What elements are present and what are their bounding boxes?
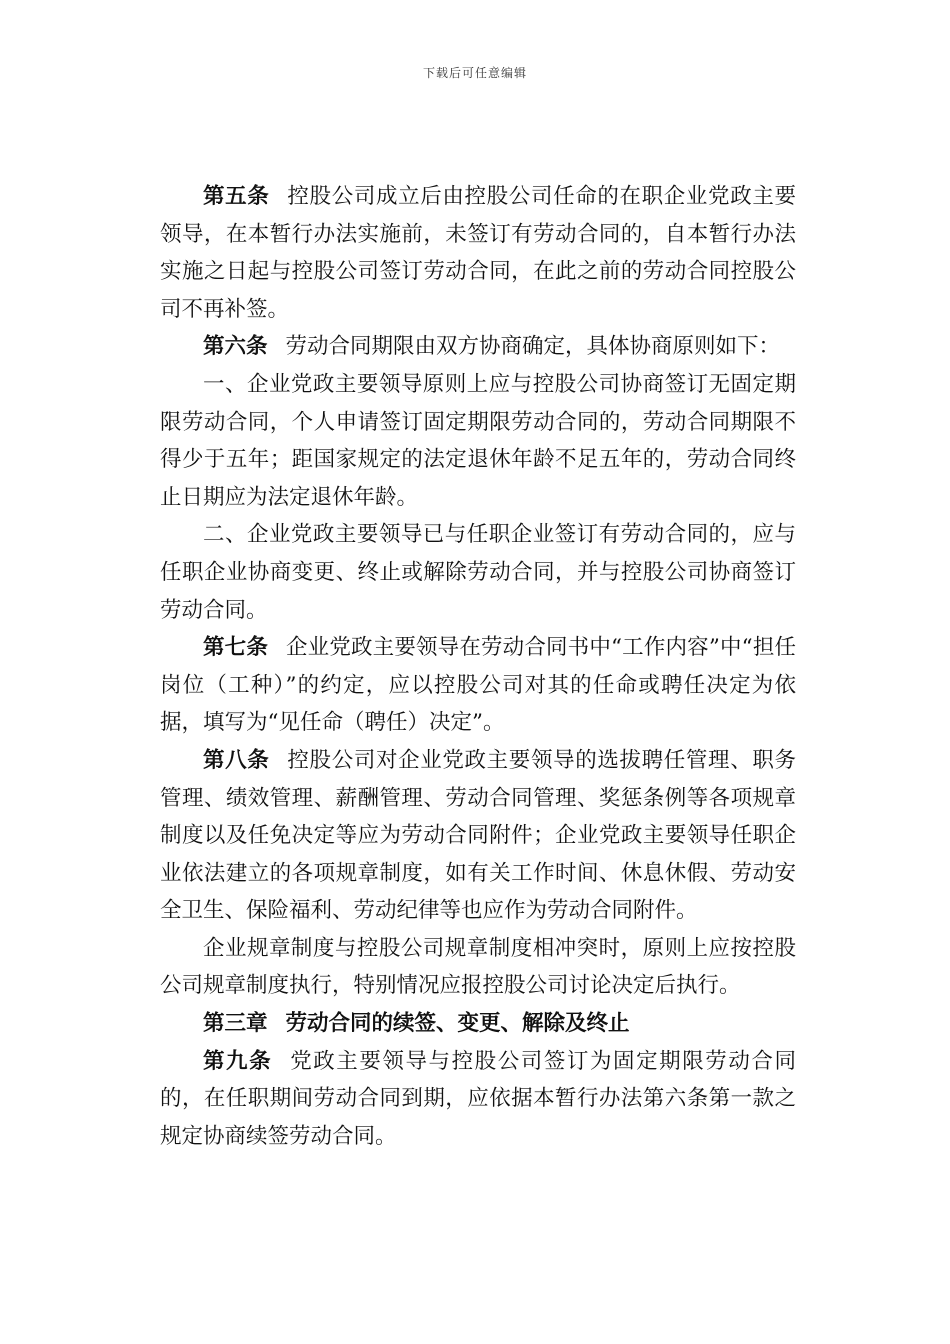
article-7-label: 第七条: [203, 635, 269, 661]
article-6-text: 劳动合同期限由双方协商确定，具体协商原则如下：: [285, 334, 781, 360]
page-header: 下载后可任意编辑: [422, 66, 527, 80]
article-7: [160, 629, 796, 742]
article-8: [160, 742, 796, 930]
article-9-label: 第九条: [203, 1048, 273, 1074]
article-9: [160, 1043, 796, 1156]
article-7-text: 企业党政主要领导在劳动合同书中“工作内容”中“担任岗位（工种）”的约定，应以控股公司对其的任命或聘任决定为依据，填写为“见任命（聘任）决定”。: [160, 635, 796, 736]
article-5-text: 控股公司成立后由控股公司任命的在职企业党政主要领导，在本暂行办法实施前，未签订有劳动合同的，自本暂行办法实施之日起与控股公司签订劳动合同，在此之前的劳动合同控股公司不再补签。: [160, 184, 796, 322]
chapter-3-number: 第三章: [203, 1011, 268, 1037]
article-6-label: 第六条: [203, 334, 268, 360]
article-5: [160, 178, 796, 328]
article-9-text: 党政主要领导与控股公司签订为固定期限劳动合同的，在任职期间劳动合同到期，应依据本暂行办法第六条第一款之规定协商续签劳动合同。: [160, 1048, 796, 1149]
article-6: [160, 328, 796, 366]
article-6-item-1: 一、企业党政主要领导原则上应与控股公司协商签订无固定期限劳动合同，个人申请签订固定期限劳动合同的，劳动合同期限不得少于五年；距国家规定的法定退休年龄不足五年的，劳动合同终止日期应为法定退休年龄。: [160, 371, 796, 510]
chapter-3-title: 劳动合同的续签、变更、解除及终止: [285, 1011, 630, 1037]
article-5-label: 第五条: [203, 184, 270, 209]
article-8-text: 控股公司对企业党政主要领导的选拔聘任管理、职务管理、绩效管理、薪酬管理、劳动合同管理、奖惩条例等各项规章制度以及任免决定等应为劳动合同附件；企业党政主要领导任职企业依法建立的各项规章制度，如有关工作时间、休息休假、劳动安全卫生、保险福利、劳动纪律等也应作为劳动合同附件。: [160, 747, 796, 924]
article-8-paragraph-2: 企业规章制度与控股公司规章制度相冲突时，原则上应按控股公司规章制度执行，特别情况应报控股公司讨论决定后执行。: [160, 935, 796, 999]
article-6-item-2: 二、企业党政主要领导已与任职企业签订有劳动合同的，应与任职企业协商变更、终止或解除劳动合同，并与控股公司协商签订劳动合同。: [160, 522, 796, 623]
chapter-3-heading: [160, 1005, 796, 1043]
document-body: [160, 178, 796, 1155]
article-8-label: 第八条: [203, 747, 270, 773]
